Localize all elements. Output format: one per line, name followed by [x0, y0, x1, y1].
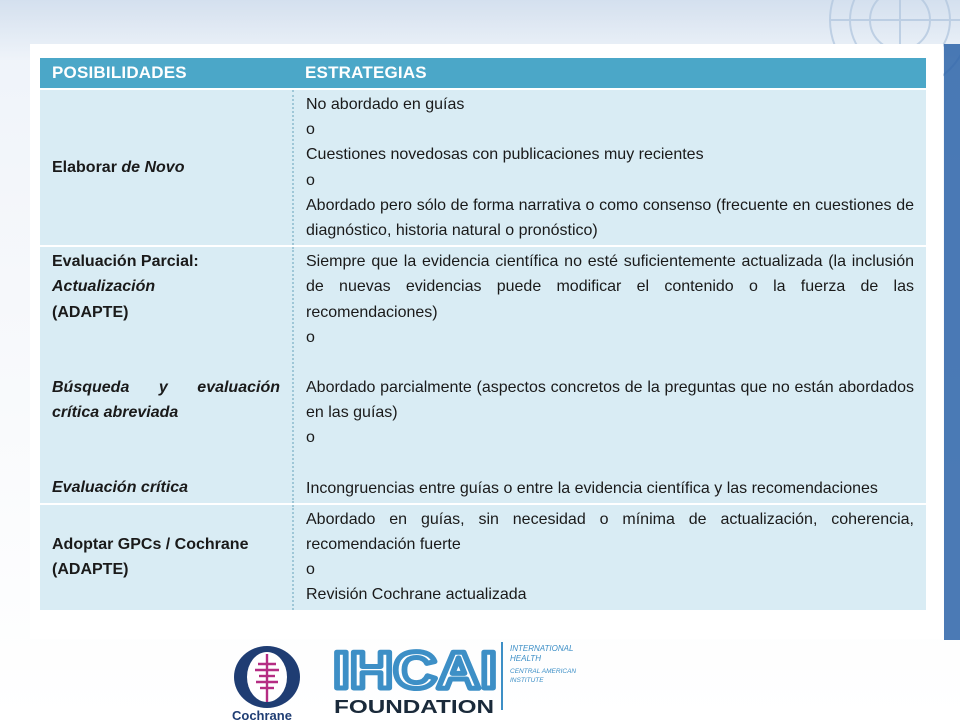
possibility-cell — [40, 504, 293, 610]
spacer — [52, 425, 280, 450]
table-row — [40, 504, 926, 610]
strategy-separator: o — [306, 121, 315, 139]
strategy-separator: o — [306, 561, 315, 579]
possibility-title: Evaluación Parcial: — [52, 253, 199, 271]
strategy-item: Siempre que la evidencia científica no esté suficientemente actualizada (la inclusión de nuevas evidencias puede modificar el contenido o la fuerza de las recomendaciones) — [306, 253, 914, 321]
cochrane-wordmark: Cochrane — [232, 708, 292, 720]
possibility-subitem: Búsqueda y evaluación crítica abreviada — [52, 378, 280, 422]
table-header-row — [40, 58, 926, 89]
column-header-possibilities: POSIBILIDADES — [40, 58, 293, 89]
strategy-item: Incongruencias entre guías o entre la evidencia científica y las recomendaciones — [306, 479, 878, 497]
possibility-cell — [40, 89, 293, 246]
ihcai-tagline-line: CENTRAL AMERICAN — [510, 668, 577, 675]
ihcai-tagline-line: HEALTH — [510, 654, 541, 663]
strategy-item: Cuestiones novedosas con publicaciones muy recientes — [306, 146, 704, 164]
spacer — [306, 350, 914, 375]
footer-logos — [0, 640, 960, 720]
table-row — [40, 246, 926, 504]
strategy-cell — [293, 504, 926, 610]
ihcai-foundation-text: FOUNDATION — [334, 697, 494, 717]
ihcai-logo-mark: IHCAI — [333, 642, 497, 700]
ihcai-tagline-line: INSTITUTE — [510, 677, 544, 684]
strategy-item: No abordado en guías — [306, 96, 465, 113]
cochrane-logo-icon — [234, 646, 300, 708]
table-row — [40, 89, 926, 246]
possibility-subitem: Evaluación crítica — [52, 479, 189, 497]
strategy-cell — [293, 246, 926, 504]
strategy-item: Revisión Cochrane actualizada — [306, 586, 527, 604]
strategy-cell — [293, 89, 926, 246]
strategy-separator: o — [306, 328, 315, 346]
spacer — [52, 350, 280, 375]
possibility-note: (ADAPTE) — [52, 561, 129, 579]
strategy-separator: o — [306, 171, 315, 189]
possibility-label: Adoptar GPCs / Cochrane — [52, 536, 249, 554]
possibility-label: Elaborar — [52, 159, 122, 176]
strategy-separator: o — [306, 429, 315, 447]
ihcai-tagline-line: INTERNATIONAL — [510, 644, 574, 653]
strategy-item: Abordado pero sólo de forma narrativa o como consenso (frecuente en cuestiones de diagnóstico, historia natural o pronóstico) — [306, 196, 914, 240]
possibility-cell — [40, 246, 293, 504]
strategy-item: Abordado parcialmente (aspectos concretos de la preguntas que no están abordados en las guías) — [306, 379, 914, 422]
spacer — [52, 325, 280, 350]
possibility-emphasis: de Novo — [121, 159, 185, 176]
strategy-item: Abordado en guías, sin necesidad o mínima de actualización, coherencia, recomendación fuerte — [306, 510, 914, 554]
column-header-strategies: ESTRATEGIAS — [293, 58, 926, 89]
spacer — [52, 450, 280, 475]
possibility-note: (ADAPTE) — [52, 303, 129, 321]
possibility-subitem: Actualización — [52, 278, 156, 296]
spacer — [306, 451, 914, 476]
strategy-table — [40, 58, 926, 610]
